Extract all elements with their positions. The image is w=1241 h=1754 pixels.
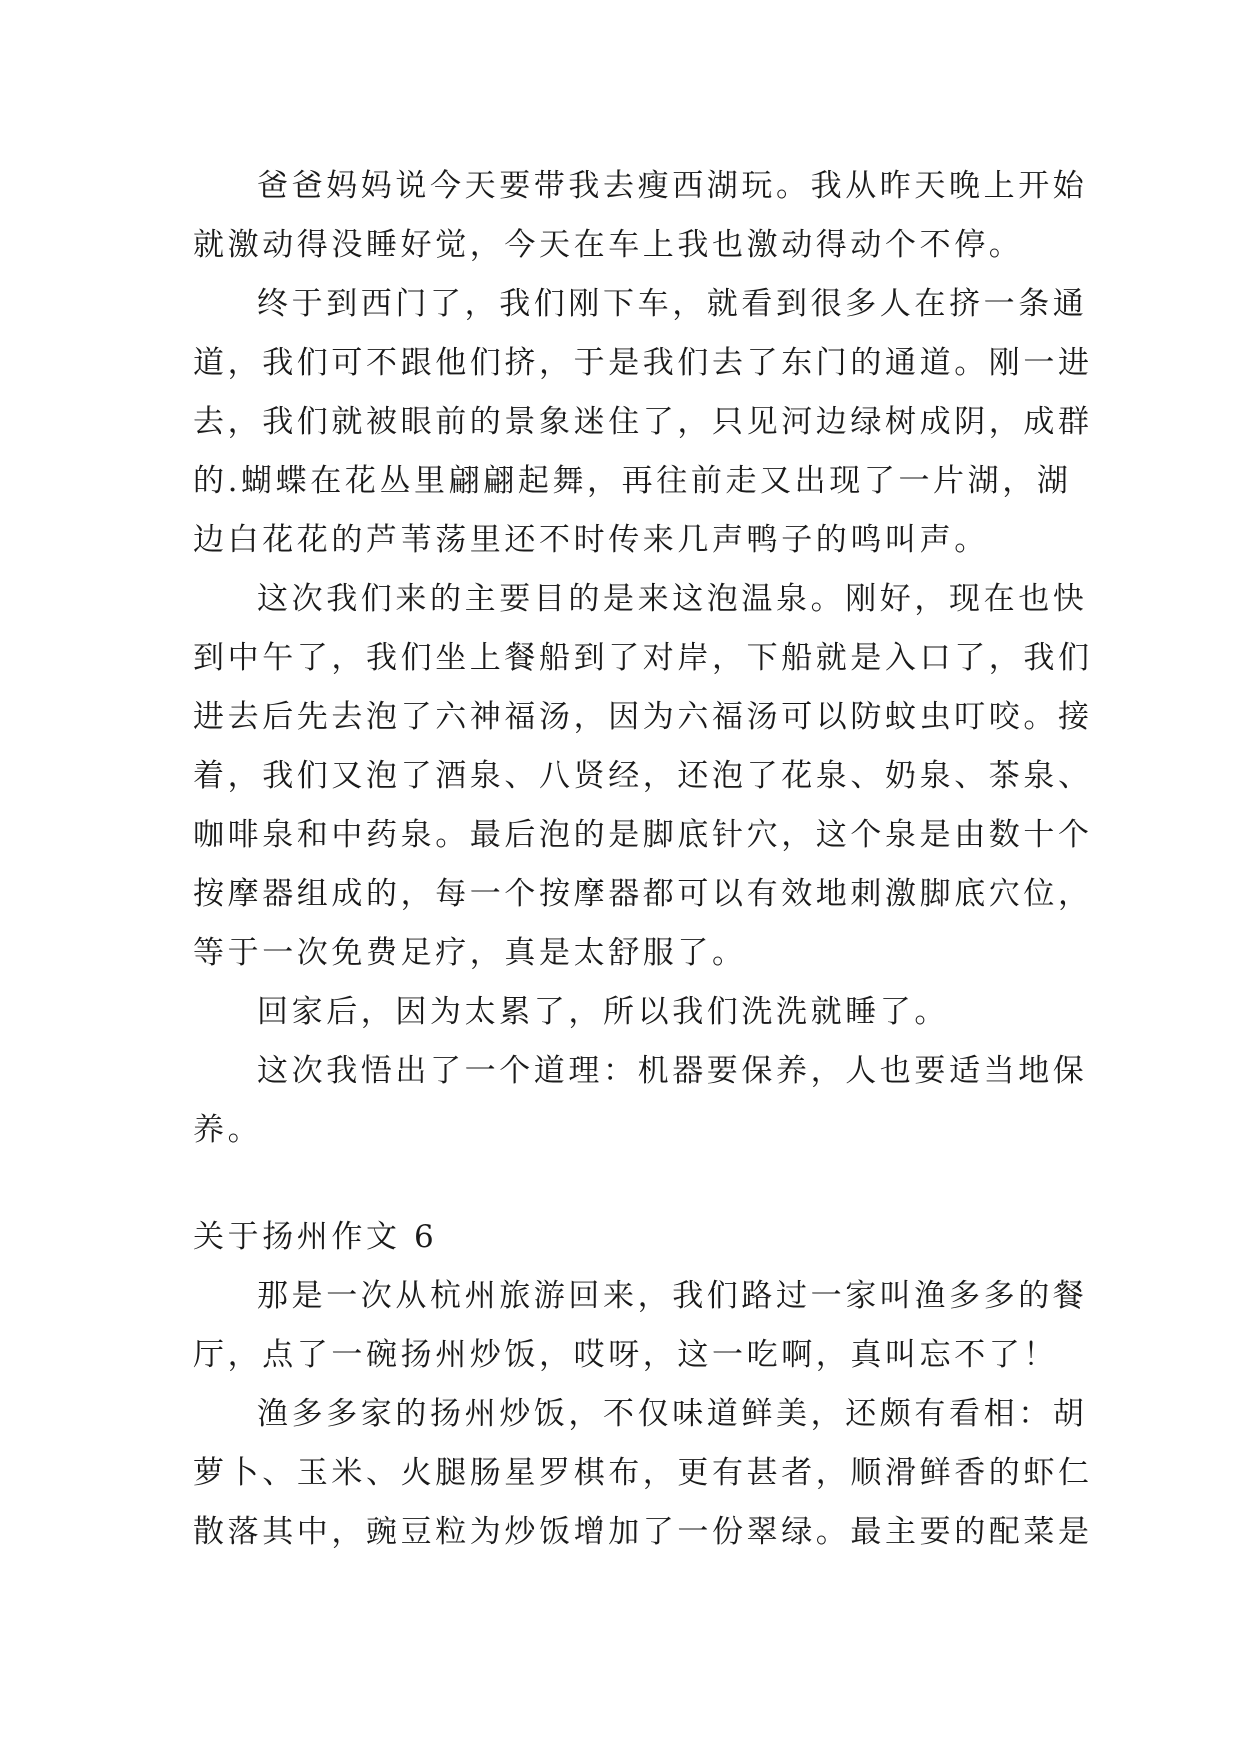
paragraph-line: 终于到西门了，我们刚下车，就看到很多人在挤一条通 bbox=[257, 286, 1088, 322]
paragraph-line: 咖啡泉和中药泉。最后泡的是脚底针穴，这个泉是由数十个 bbox=[193, 817, 1093, 853]
paragraph-line: 回家后，因为太累了，所以我们洗洗就睡了。 bbox=[257, 994, 949, 1030]
paragraph-line: 散落其中，豌豆粒为炒饭增加了一份翠绿。最主要的配菜是 bbox=[193, 1514, 1093, 1550]
paragraph-line: 养。 bbox=[193, 1112, 263, 1148]
paragraph-line: 边白花花的芦苇荡里还不时传来几声鸭子的鸣叫声。 bbox=[193, 522, 989, 558]
paragraph-line: 进去后先去泡了六神福汤，因为六福汤可以防蚊虫叮咬。接 bbox=[193, 699, 1093, 735]
paragraph-line: 这次我悟出了一个道理：机器要保养，人也要适当地保 bbox=[257, 1053, 1088, 1089]
paragraph-line: 爸爸妈妈说今天要带我去瘦西湖玩。我从昨天晚上开始 bbox=[257, 168, 1088, 204]
paragraph-line: 着，我们又泡了酒泉、八贤经，还泡了花泉、奶泉、茶泉、 bbox=[193, 758, 1093, 794]
paragraph-line: 厅，点了一碗扬州炒饭，哎呀，这一吃啊，真叫忘不了！ bbox=[193, 1337, 1058, 1373]
paragraph-line: 到中午了，我们坐上餐船到了对岸，下船就是入口了，我们 bbox=[193, 640, 1093, 676]
paragraph-line: 等于一次免费足疗，真是太舒服了。 bbox=[193, 935, 747, 971]
paragraph-line: 那是一次从杭州旅游回来，我们路过一家叫渔多多的餐 bbox=[257, 1278, 1088, 1314]
paragraph-line: 去，我们就被眼前的景象迷住了，只见河边绿树成阴，成群 bbox=[193, 404, 1093, 440]
paragraph-line: 这次我们来的主要目的是来这泡温泉。刚好，现在也快 bbox=[257, 581, 1088, 617]
paragraph-line: 道，我们可不跟他们挤，于是我们去了东门的通道。刚一进 bbox=[193, 345, 1093, 381]
section-heading: 关于扬州作文 6 bbox=[193, 1219, 438, 1255]
paragraph-line: 的.蝴蝶在花丛里翩翩起舞，再往前走又出现了一片湖，湖 bbox=[193, 463, 1072, 499]
paragraph-line: 渔多多家的扬州炒饭，不仅味道鲜美，还颇有看相：胡 bbox=[257, 1396, 1088, 1432]
paragraph-line: 萝卜、玉米、火腿肠星罗棋布，更有甚者，顺滑鲜香的虾仁 bbox=[193, 1455, 1093, 1491]
paragraph-line: 按摩器组成的，每一个按摩器都可以有效地刺激脚底穴位， bbox=[193, 876, 1093, 912]
paragraph-line: 就激动得没睡好觉，今天在车上我也激动得动个不停。 bbox=[193, 227, 1024, 263]
